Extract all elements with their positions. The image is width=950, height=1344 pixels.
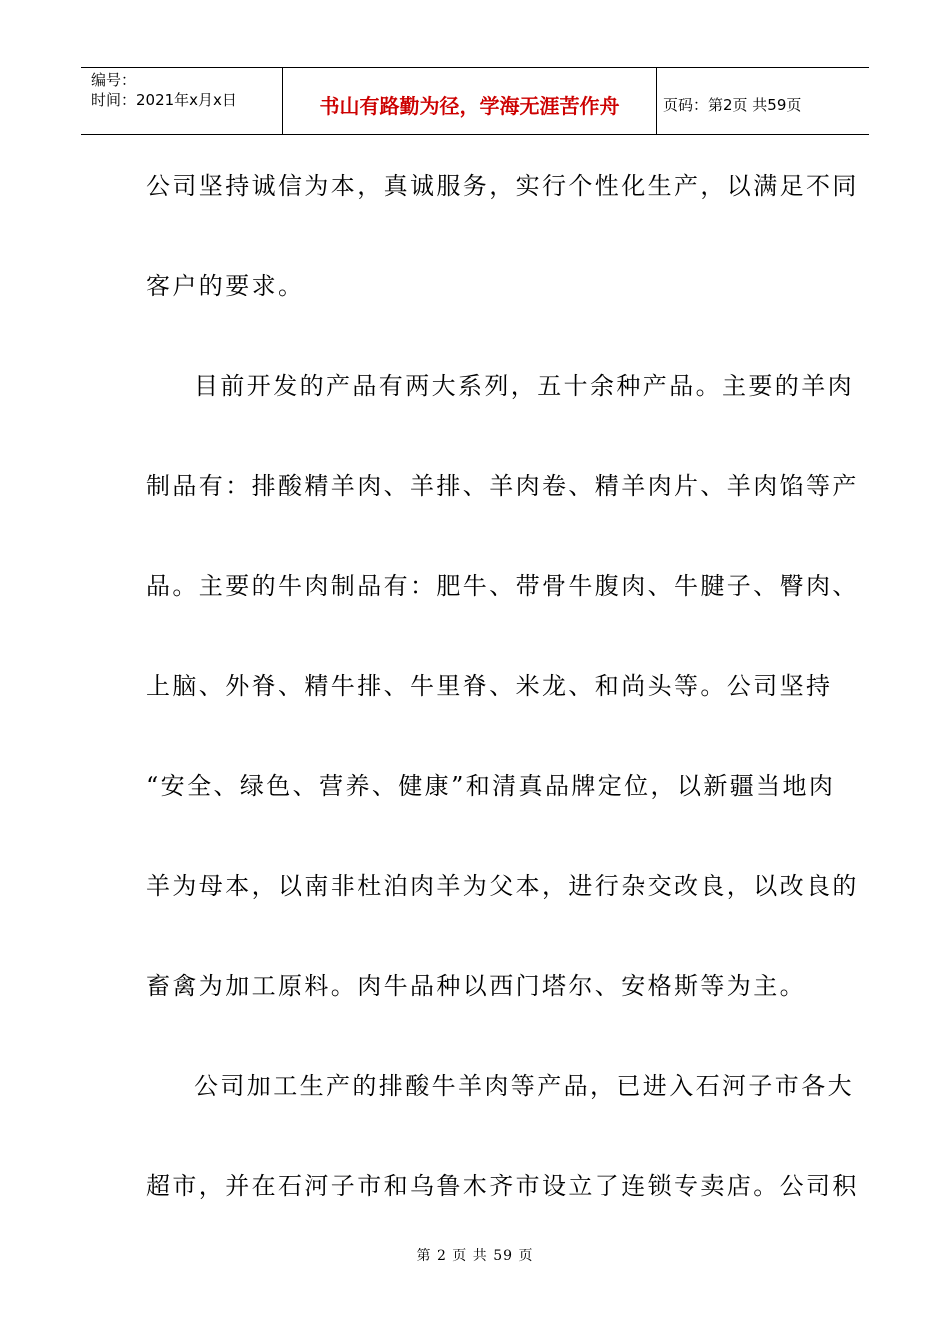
header-page-info: 页码：第2页 共59页 bbox=[663, 95, 802, 114]
footer-page-number: 第 2 页 共 59 页 bbox=[416, 1248, 534, 1264]
page-footer bbox=[0, 1245, 950, 1265]
header-page-cell bbox=[657, 68, 869, 134]
page-header bbox=[81, 67, 869, 135]
document-number-label: 编号： bbox=[91, 71, 137, 89]
body-line-2: 客户的要求。 bbox=[146, 272, 305, 300]
body-line-1: 公司坚持诚信为本，真诚服务，实行个性化生产，以满足不同 bbox=[146, 172, 859, 200]
body-line-8: 羊为母本，以南非杜泊肉羊为父本，进行杂交改良，以改良的 bbox=[146, 872, 859, 900]
header-motto: 书山有路勤为径，学海无涯苦作舟 bbox=[319, 93, 620, 118]
document-body bbox=[146, 160, 859, 1260]
body-line-7: “安全、绿色、营养、健康”和清真品牌定位，以新疆当地肉 bbox=[146, 772, 836, 800]
header-motto-cell bbox=[283, 68, 657, 134]
body-line-5: 品。主要的牛肉制品有：肥牛、带骨牛腹肉、牛腱子、臀肉、 bbox=[146, 572, 859, 600]
body-line-4: 制品有：排酸精羊肉、羊排、羊肉卷、精羊肉片、羊肉馅等产 bbox=[146, 472, 859, 500]
body-line-11: 超市，并在石河子市和乌鲁木齐市设立了连锁专卖店。公司积 bbox=[146, 1172, 859, 1200]
body-line-10: 公司加工生产的排酸牛羊肉等产品，已进入石河子市各大 bbox=[194, 1072, 854, 1100]
header-meta-cell bbox=[81, 68, 283, 134]
document-time-label: 时间：2021年x月x日 bbox=[91, 91, 237, 109]
body-line-9: 畜禽为加工原料。肉牛品种以西门塔尔、安格斯等为主。 bbox=[146, 972, 806, 1000]
body-line-3: 目前开发的产品有两大系列，五十余种产品。主要的羊肉 bbox=[194, 372, 854, 400]
body-line-6: 上脑、外脊、精牛排、牛里脊、米龙、和尚头等。公司坚持 bbox=[146, 672, 833, 700]
